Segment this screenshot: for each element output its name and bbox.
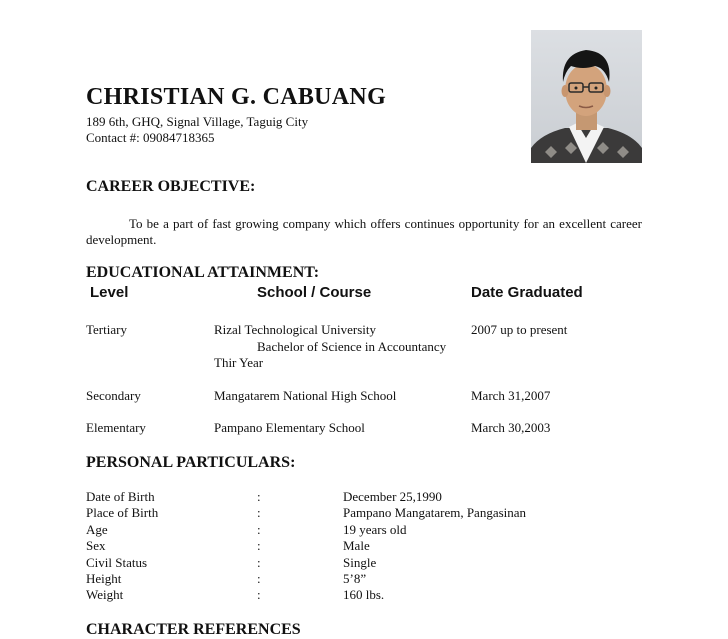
personal-label: Date of Birth xyxy=(86,489,155,504)
education-school: Pampano Elementary School xyxy=(214,420,365,435)
education-school: Mangatarem National High School xyxy=(214,388,397,403)
applicant-contact: Contact #: 09084718365 xyxy=(86,130,215,145)
personal-separator: : xyxy=(257,571,261,586)
personal-value: 19 years old xyxy=(343,522,407,537)
personal-separator: : xyxy=(257,587,261,602)
education-level: Secondary xyxy=(86,388,141,403)
references-heading: CHARACTER REFERENCES xyxy=(86,621,301,638)
applicant-photo xyxy=(531,30,642,163)
education-date: 2007 up to present xyxy=(471,322,568,337)
personal-label: Place of Birth xyxy=(86,505,159,520)
education-level: Elementary xyxy=(86,420,146,435)
personal-value: December 25,1990 xyxy=(343,489,442,504)
personal-heading: PERSONAL PARTICULARS: xyxy=(86,454,296,471)
career-objective-heading: CAREER OBJECTIVE: xyxy=(86,178,256,195)
personal-label: Age xyxy=(86,522,108,537)
education-school: Rizal Technological University xyxy=(214,322,377,337)
personal-separator: : xyxy=(257,555,261,570)
personal-value: 160 lbs. xyxy=(343,587,385,602)
education-heading: EDUCATIONAL ATTAINMENT: xyxy=(86,264,320,281)
education-col-school: School / Course xyxy=(257,284,372,301)
personal-label: Sex xyxy=(86,538,106,553)
personal-label: Height xyxy=(86,571,122,586)
personal-separator: : xyxy=(257,538,261,553)
education-course: Bachelor of Science in Accountancy xyxy=(257,339,447,354)
education-year: Thir Year xyxy=(214,355,264,370)
personal-separator: : xyxy=(257,522,261,537)
personal-label: Civil Status xyxy=(86,555,148,570)
personal-separator: : xyxy=(257,505,261,520)
personal-label: Weight xyxy=(86,587,124,602)
personal-separator: : xyxy=(257,489,261,504)
education-level: Tertiary xyxy=(86,322,127,337)
applicant-address: 189 6th, GHQ, Signal Village, Taguig City xyxy=(86,114,309,129)
education-col-level: Level xyxy=(90,284,129,301)
career-objective-text: To be a part of fast growing company which offers continues opportunity for an excellent career development. xyxy=(86,216,642,247)
personal-value: 5’8” xyxy=(343,571,367,586)
education-col-date: Date Graduated xyxy=(471,284,583,301)
personal-value: Single xyxy=(343,555,377,570)
education-date: March 30,2003 xyxy=(471,420,551,435)
education-date: March 31,2007 xyxy=(471,388,551,403)
applicant-name: CHRISTIAN G. CABUANG xyxy=(86,84,387,110)
personal-value: Pampano Mangatarem, Pangasinan xyxy=(343,505,527,520)
personal-value: Male xyxy=(343,538,370,553)
